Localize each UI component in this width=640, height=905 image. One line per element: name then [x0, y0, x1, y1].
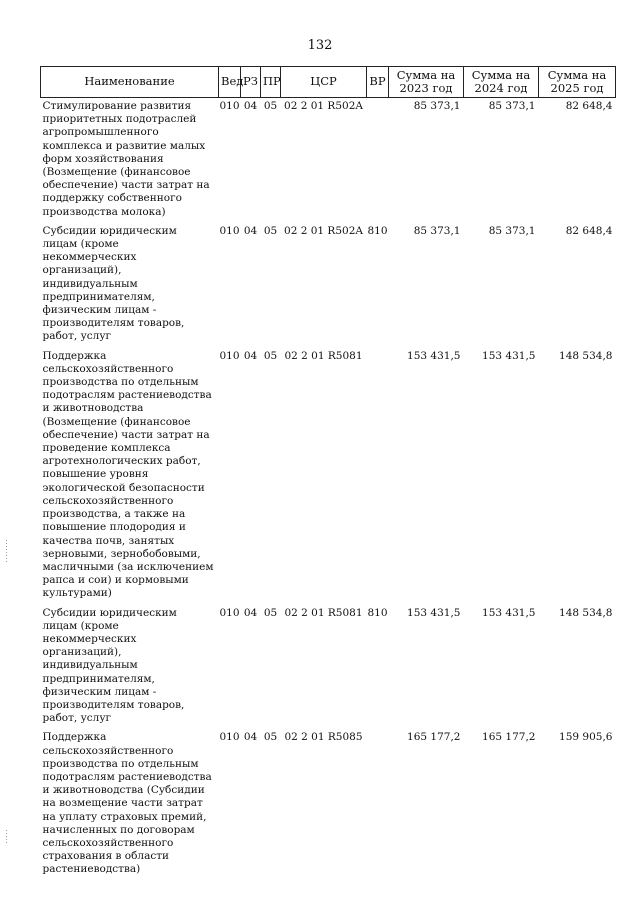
row-vr — [367, 98, 389, 223]
row-csr: 02 2 01 R5081 — [284, 349, 363, 362]
row-vr: 810 — [367, 224, 388, 237]
row-ved: 010 — [219, 100, 240, 112]
row-sum-2024: 165 177,2 — [482, 731, 536, 744]
header-sum-2023: Сумма на 2023 год — [389, 67, 464, 98]
row-name: Поддержка сельскохозяйственного производства по отдельным подотраслям растениеводства и животноводства (Субсидии на возмещение части затрат на уплату страховых премий, начисленных по договорам сельскохозяйственного страхования в области растениеводства) — [42, 731, 212, 876]
row-vr: 810 — [367, 606, 388, 619]
row-pr: 05 — [263, 606, 278, 619]
row-sum-2025: 159 905,6 — [559, 731, 613, 744]
row-csr: 02 2 01 R502A — [284, 224, 363, 237]
row-pr: 05 — [263, 349, 278, 362]
row-csr: 02 2 01 R5081 — [284, 606, 363, 619]
margin-mark — [6, 830, 7, 844]
table-row — [41, 348, 616, 605]
row-pr: 05 — [263, 224, 278, 237]
row-rz: 04 — [243, 349, 258, 362]
header-sum-2024: Сумма на 2024 год — [464, 67, 539, 98]
row-sum-2025: 82 648,4 — [565, 224, 613, 237]
row-name: Субсидии юридическим лицам (кроме некоммерческих организаций), индивидуальным предпринимателям, физическим лицам - производителям товаров, работ, услуг — [42, 606, 185, 725]
row-vr — [367, 348, 389, 605]
header-vr: ВР — [367, 67, 389, 98]
row-ved: 010 — [219, 606, 240, 619]
row-pr: 05 — [263, 100, 278, 112]
table-row — [41, 223, 616, 348]
row-ved: 010 — [219, 224, 240, 237]
row-sum-2024: 153 431,5 — [482, 606, 536, 619]
row-rz: 04 — [243, 100, 258, 112]
row-sum-2023: 85 373,1 — [413, 224, 461, 237]
header-ved: Вед — [219, 67, 241, 98]
row-ved: 010 — [219, 731, 240, 744]
header-rz: РЗ — [241, 67, 261, 98]
row-rz: 04 — [243, 606, 258, 619]
row-csr: 02 2 01 R502A — [284, 100, 363, 112]
table-row — [41, 605, 616, 730]
row-sum-2024: 85 373,1 — [488, 224, 536, 237]
table-row — [41, 98, 616, 223]
row-sum-2025: 82 648,4 — [565, 100, 613, 112]
header-row — [41, 67, 616, 98]
row-name: Стимулирование развития приоритетных подотраслей агропромышленного комплекса и развитие малых форм хозяйствования (Возмещение (финансовое обеспечение) части затрат на поддержку собственного производства молока) — [42, 100, 210, 218]
row-sum-2023: 165 177,2 — [407, 731, 461, 744]
page-number: 132 — [307, 38, 333, 53]
row-sum-2023: 153 431,5 — [407, 606, 461, 619]
row-csr: 02 2 01 R5085 — [284, 731, 363, 744]
row-sum-2023: 153 431,5 — [407, 349, 461, 362]
row-name: Поддержка сельскохозяйственного производства по отдельным подотраслям растениеводства и животноводства (Возмещение (финансовое обеспечение) части затрат на проведение комплекса агротехнологических работ, повышение уровня экологической безопасности сельскохозяйственного производства, а также на повышение плодородия и качества почв, занятых зерновыми, зернобобовыми, масличными (за исключением рапса и сои) и кормовыми культурами) — [42, 349, 214, 600]
row-vr — [367, 729, 389, 880]
row-name: Субсидии юридическим лицам (кроме некоммерческих организаций), индивидуальным предпринимателям, физическим лицам - производителям товаров, работ, услуг — [42, 224, 185, 343]
header-csr: ЦСР — [281, 67, 367, 98]
row-sum-2024: 153 431,5 — [482, 349, 536, 362]
table-row — [41, 729, 616, 880]
row-sum-2023: 85 373,1 — [413, 100, 461, 112]
header-name: Наименование — [41, 67, 219, 98]
row-pr: 05 — [263, 731, 278, 744]
row-sum-2024: 85 373,1 — [488, 100, 536, 112]
header-sum-2025: Сумма на 2025 год — [539, 67, 616, 98]
row-sum-2025: 148 534,8 — [559, 349, 613, 362]
budget-table — [40, 66, 616, 881]
row-rz: 04 — [243, 224, 258, 237]
row-ved: 010 — [219, 349, 240, 362]
row-sum-2025: 148 534,8 — [559, 606, 613, 619]
row-rz: 04 — [243, 731, 258, 744]
header-pr: ПР — [261, 67, 281, 98]
margin-mark — [6, 540, 7, 562]
